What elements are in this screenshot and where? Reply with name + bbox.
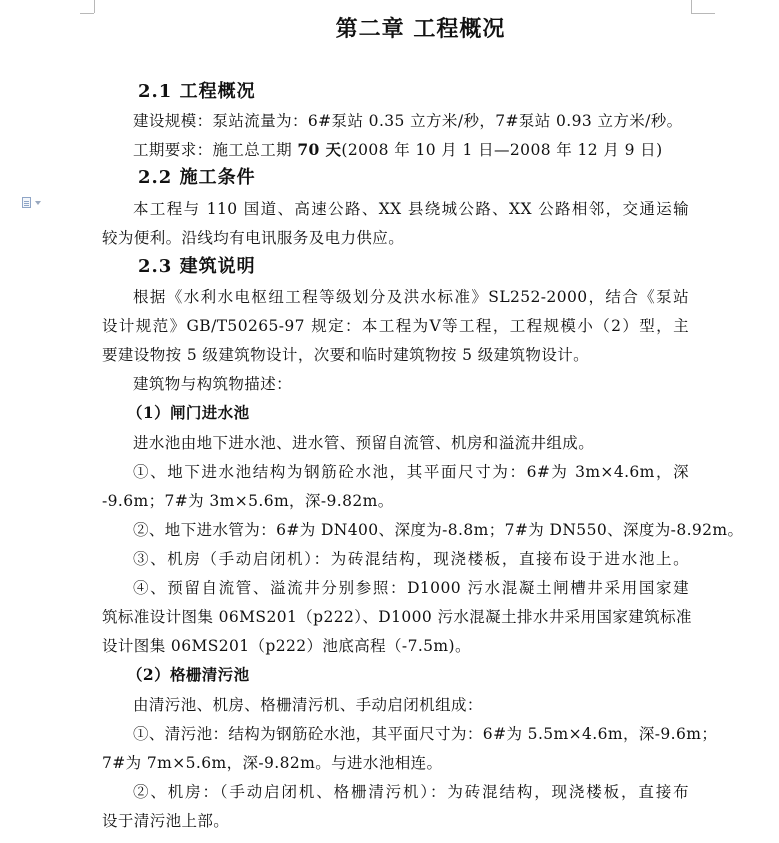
document-icon: [22, 197, 31, 208]
screen-item-1-line-1: ①、清污池：结构为钢筋砼水池，其平面尺寸为：6#为 5.5m×4.6m，深-9.6m；: [133, 725, 718, 743]
screen-item-2-line-1: ②、机房：（手动启闭机、格栅清污机）：为砖混结构，现浇楼板，直接布: [133, 783, 689, 801]
crop-mark-top-left: [94, 0, 95, 13]
basis-line-1: 根据《水利水电枢纽工程等级划分及洪水标准》SL252-2000，结合《泵站: [133, 288, 689, 306]
subsection-1-heading: （1）闸门进水池: [127, 403, 250, 422]
paragraph-options-button[interactable]: [22, 197, 41, 208]
intake-item-1-line-2: -9.6m；7#为 3m×5.6m，深-9.82m。: [102, 492, 394, 510]
conditions-line-2: 较为便利。沿线均有电讯服务及电力供应。: [102, 229, 405, 247]
section-2-2-heading: 2.2 施工条件: [138, 167, 256, 188]
chapter-title: 第二章 工程概况: [335, 16, 506, 42]
construction-scale: 建设规模：泵站流量为：6#泵站 0.35 立方米/秒，7#泵站 0.93 立方米/秒。: [133, 112, 683, 130]
intake-item-3: ③、机房（手动启闭机）：为砖混结构，现浇楼板，直接布设于进水池上。: [133, 550, 689, 568]
intake-pool-intro: 进水池由地下进水池、进水管、预留自流管、机房和溢流井组成。: [133, 434, 595, 452]
period-prefix: 工期要求：施工总工期: [133, 141, 298, 159]
screen-item-2-line-2: 设于清污池上部。: [102, 812, 230, 830]
basis-line-2: 设计规范》GB/T50265-97 规定：本工程为Ⅴ等工程，工程规模小（2）型，主: [102, 317, 689, 335]
subsection-2-heading: （2）格栅清污池: [127, 665, 250, 684]
screen-pool-intro: 由清污池、机房、格栅清污机、手动启闭机组成：: [133, 696, 483, 714]
basis-line-3: 要建设物按 5 级建筑物设计，次要和临时建筑物按 5 级建筑物设计。: [102, 346, 590, 364]
conditions-line-1: 本工程与 110 国道、高速公路、XX 县绕城公路、XX 公路相邻，交通运输: [133, 200, 689, 218]
dropdown-arrow-icon: [35, 201, 41, 205]
crop-mark-top-right: [691, 0, 692, 13]
screen-item-1-line-2: 7#为 7m×5.6m，深-9.82m。与进水池相连。: [102, 754, 443, 772]
intake-item-2: ②、地下进水管为：6#为 DN400、深度为-8.8m；7#为 DN550、深度为-8.92m。: [133, 521, 744, 539]
intake-item-4-line-2: 筑标准设计图集 06MS201（p222）、D1000 污水混凝土排水井采用国家建筑标准: [102, 608, 692, 626]
intake-item-1-line-1: ①、地下进水池结构为钢筋砼水池，其平面尺寸为：6#为 3m×4.6m，深: [133, 463, 689, 481]
period-dates: (2008 年 10 月 1 日—2008 年 12 月 9 日): [341, 141, 663, 159]
intake-item-4-line-1: ④、预留自流管、溢流井分别参照：D1000 污水混凝土闸槽井采用国家建: [133, 579, 689, 597]
section-2-3-heading: 2.3 建筑说明: [138, 256, 256, 277]
section-2-1-heading: 2.1 工程概况: [138, 81, 256, 102]
construction-period: [133, 140, 663, 160]
intake-item-4-line-3: 设计图集 06MS201（p222）池底高程（-7.5m)。: [102, 637, 471, 655]
period-days: 70 天: [297, 140, 342, 159]
description-intro: 建筑物与构筑物描述：: [133, 375, 293, 393]
